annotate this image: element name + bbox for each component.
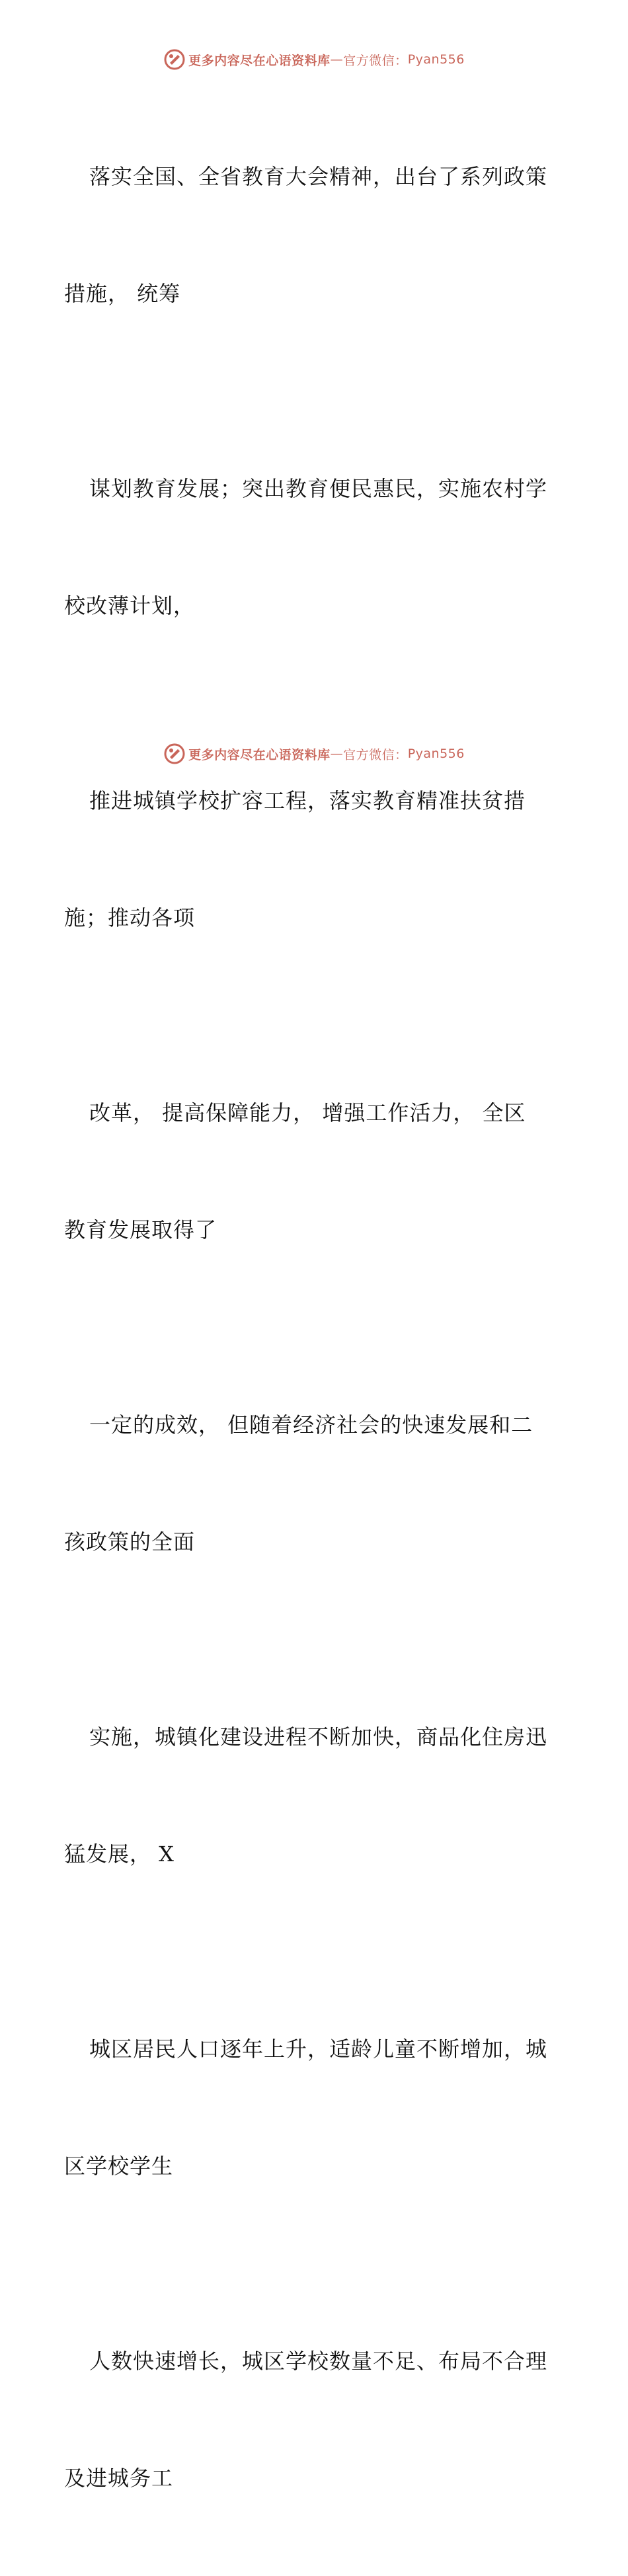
text-line: 落实全国、全省教育大会精神，出台了系列政策 [89, 164, 548, 189]
text-line: 城区居民人口逐年上升，适龄儿童不断增加，城 [89, 2036, 548, 2062]
text-line: 施；推动各项 [64, 905, 196, 930]
header-watermark [0, 46, 628, 73]
text-line: 一定的成效， 但随着经济社会的快速发展和二 [89, 1412, 533, 1437]
text-line: 猛发展， X [64, 1841, 175, 1867]
watermark-title: 更多内容尽在心语资料库 [188, 747, 331, 762]
watermark-wechat-id: Pyan556 [407, 52, 465, 67]
text-line: 改革， 提高保障能力， 增强工作活力， 全区 [89, 1100, 526, 1125]
text-line: 推进城镇学校扩容工程，落实教育精准扶贫措 [89, 788, 526, 813]
watermark-wechat-label: 官方微信： [343, 53, 408, 68]
footer-watermark [0, 741, 628, 767]
paragraph [64, 391, 567, 704]
paragraph [64, 2264, 567, 2576]
document-body [64, 79, 567, 2576]
watermark-wechat-label: 官方微信： [343, 747, 408, 762]
paragraph [64, 79, 567, 391]
logo-icon [163, 743, 186, 765]
watermark-title: 更多内容尽在心语资料库 [188, 53, 331, 68]
text-line: 谋划教育发展；突出教育便民惠民，实施农村学 [89, 476, 548, 501]
text-line: 区学校学生 [64, 2153, 174, 2179]
text-line: 校改薄计划， [64, 593, 196, 618]
paragraph [64, 1328, 567, 1640]
logo-icon [163, 48, 186, 71]
watermark-separator: — [330, 746, 344, 761]
text-line: 孩政策的全面 [64, 1529, 196, 1554]
paragraph [64, 1016, 567, 1328]
text-line: 及进城务工 [64, 2466, 174, 2491]
paragraph [64, 1640, 567, 1952]
text-line: 措施， 统筹 [64, 281, 181, 306]
text-line: 教育发展取得了 [64, 1217, 217, 1242]
paragraph [64, 1952, 567, 2264]
watermark-wechat-id: Pyan556 [407, 746, 465, 761]
text-line: 人数快速增长，城区学校数量不足、布局不合理 [89, 2349, 548, 2374]
text-line: 实施，城镇化建设进程不断加快，商品化住房迅 [89, 1724, 548, 1750]
watermark-separator: — [330, 52, 344, 67]
